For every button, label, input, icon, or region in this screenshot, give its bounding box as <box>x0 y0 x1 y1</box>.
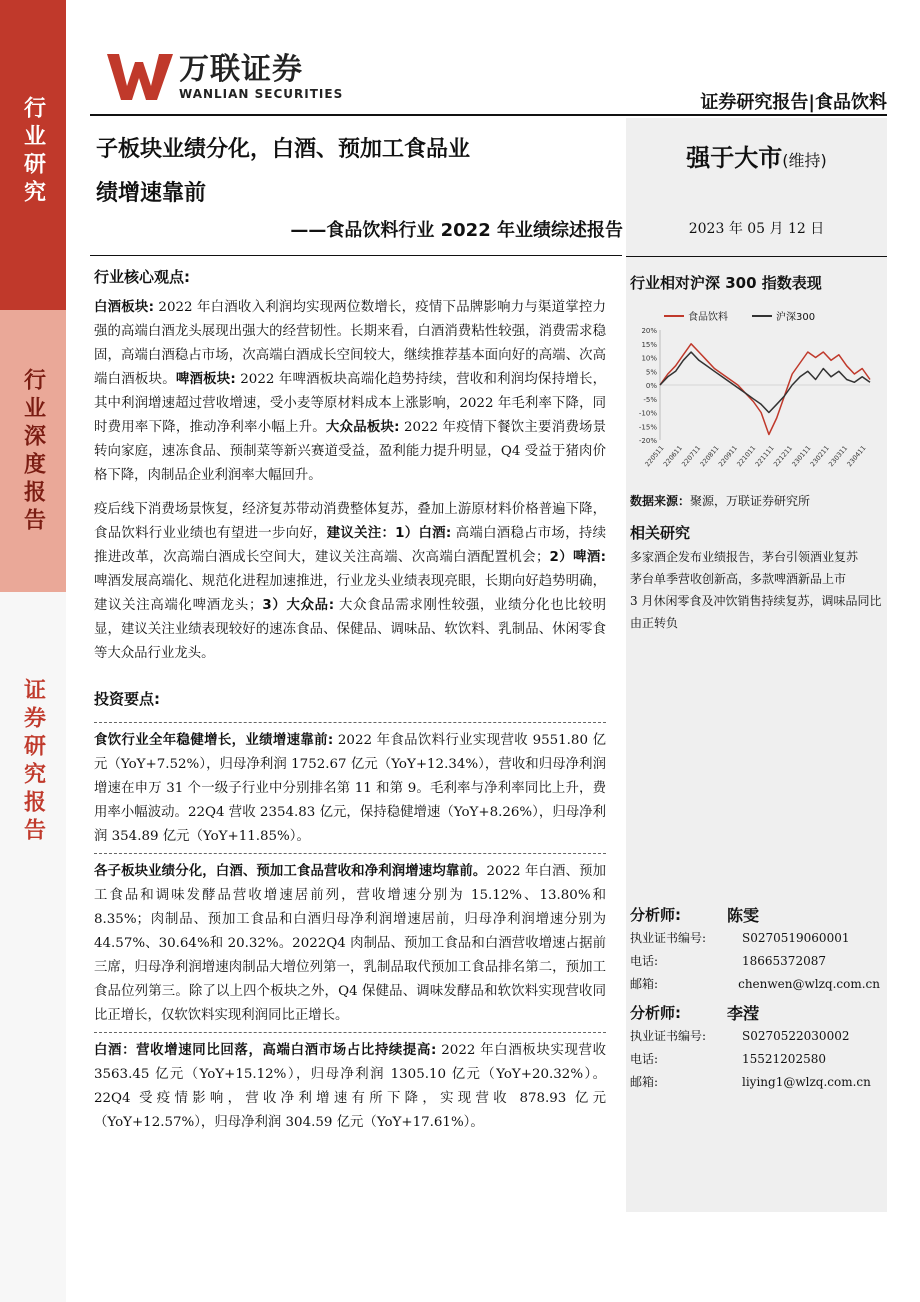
wanlian-logo-icon <box>107 52 173 102</box>
related-research-item[interactable]: 茅台单季营收创新高，多款啤酒新品上市 <box>630 572 847 586</box>
phone-number: 18665372087 <box>742 953 826 968</box>
suggestion-mass-text: 大众食品需求刚性较强，业绩分化也比较明显，建议关注业绩表现较好的速冻食品、保健品、调味品、软饮料、乳制品、休闲零食等大众品行业龙头。 <box>94 598 606 661</box>
y-tick-label: 15% <box>641 340 657 349</box>
section-divider <box>94 1032 606 1033</box>
invest-point-3-label: 白酒：营收增速同比回落，高端白酒市场占比持续提高: <box>94 1043 437 1058</box>
report-title-line: 绩增速靠前 <box>96 181 207 206</box>
x-tick-label: 230111 <box>790 444 813 469</box>
related-research-item[interactable]: 3 月休闲零食及冲饮销售持续复苏，调味品同比由正转负 <box>630 594 882 630</box>
suggestion-mass-label: 3）大众品: <box>262 598 335 613</box>
report-date: 2023 年 05 月 12 日 <box>688 221 825 237</box>
x-tick-label: 220611 <box>661 444 684 469</box>
x-tick-label: 230211 <box>808 444 831 469</box>
report-subtitle: ——食品饮料行业 2022 年业绩综述报告 <box>290 220 623 241</box>
suggestion-beer-label: 2）啤酒: <box>549 550 606 565</box>
invest-point-1-label: 食饮行业全年稳健增长，业绩增速靠前: <box>94 733 334 748</box>
sidebar-label: 行业研究 <box>20 96 46 208</box>
rating-block <box>626 138 887 173</box>
logo-chinese-name: 万联证券 <box>179 52 303 87</box>
invest-point-3-text: 2022 年白酒板块实现营收 3563.45 亿元（YoY+15.12%），归母净利润 1305.10 亿元（YoY+20.32%）。22Q4 受疫情影响，营收净利增速有所下降，实现营收 878.93 亿元（YoY+12.57%），归母净利润 304.59 亿元（YoY+17.61%）。 <box>94 1043 606 1130</box>
phone-number: 15521202580 <box>742 1051 826 1066</box>
license-label: 执业证书编号: <box>630 931 707 945</box>
company-logo <box>107 52 343 102</box>
investment-points-heading: 投资要点: <box>94 690 160 708</box>
invest-paragraph-3 <box>94 1039 606 1135</box>
y-tick-label: -10% <box>638 409 657 418</box>
liquor-label: 白酒板块: <box>94 300 154 315</box>
rating-value: 强于大市 <box>686 144 783 172</box>
phone-label: 电话: <box>630 954 659 968</box>
sidebar-label: 行业深度报告 <box>20 368 46 536</box>
report-category-tag: 证券研究报告|食品饮料 <box>700 92 887 113</box>
main-content <box>94 262 606 1135</box>
series-line <box>660 352 870 413</box>
analyst-name: 陈雯 <box>727 905 760 925</box>
x-tick-label: 221011 <box>735 444 758 469</box>
x-tick-label: 220511 <box>643 444 666 469</box>
header-divider <box>90 114 887 116</box>
title-divider <box>90 255 622 256</box>
right-info-panel <box>626 118 887 1212</box>
mass-goods-label: 大众品板块: <box>325 420 400 435</box>
chart-title: 行业相对沪深 300 指数表现 <box>630 274 822 292</box>
report-title <box>96 128 606 216</box>
report-title-line: 子板块业绩分化，白酒、预加工食品业 <box>96 137 471 162</box>
email-label: 邮箱: <box>630 1075 659 1089</box>
core-views-heading: 行业核心观点: <box>94 268 190 286</box>
email-label: 邮箱: <box>630 977 659 991</box>
beer-label: 啤酒板块: <box>175 372 236 387</box>
analyst-role: 分析师: <box>630 1003 681 1022</box>
sidebar-segment-deep-report <box>0 310 66 592</box>
invest-paragraph-1 <box>94 729 606 849</box>
invest-point-2-label: 各子板块业绩分化，白酒、预加工食品营收和净利润增速均靠前。 <box>94 864 487 879</box>
y-tick-label: -15% <box>638 423 657 432</box>
relative-performance-chart <box>630 306 882 486</box>
section-divider <box>94 853 606 854</box>
x-tick-label: 220711 <box>680 444 703 469</box>
chart-source-text: 聚源，万联证券研究所 <box>690 494 811 508</box>
rating-status: (维持) <box>782 151 827 170</box>
phone-label: 电话: <box>630 1052 659 1066</box>
chart-source-label: 数据来源： <box>630 494 691 508</box>
y-tick-label: 20% <box>641 327 657 335</box>
analyst-name: 李滢 <box>727 1003 760 1023</box>
y-tick-label: 10% <box>641 354 657 363</box>
x-tick-label: 230311 <box>827 444 850 469</box>
x-tick-label: 220911 <box>716 444 739 469</box>
analyst-card <box>630 1000 880 1093</box>
invest-paragraph-2 <box>94 860 606 1028</box>
email-link[interactable]: chenwen@wlzq.com.cn <box>738 976 880 991</box>
outlook-text: 疫后线下消费场景恢复，经济复苏带动消费整体复苏，叠加上游原材料价格普遍下降，食品饮料行业业绩也有望进一步向好， <box>94 502 606 541</box>
legend-label: 沪深300 <box>776 312 816 323</box>
x-tick-label: 221111 <box>753 444 776 469</box>
x-tick-label: 220811 <box>698 444 721 469</box>
mass-goods-text: 2022 年疫情下餐饮主要消费场景转向家庭，速冻食品、预制菜等新兴赛道受益，盈利能力提升明显，Q4 受益于猪肉价格下降，肉制品企业利润率大幅回升。 <box>94 420 607 483</box>
core-paragraph-2 <box>94 498 606 666</box>
invest-point-1-text: 2022 年食品饮料行业实现营收 9551.80 亿元（YoY+7.52%），归母净利润 1752.67 亿元（YoY+12.34%），营收和归母净利润增速在申万 31 个一级子行业中分别排名第 11 和第 9。毛利率与净利率同比上升，费用率小幅波动。22Q4 营收 2354.83 亿元，保持稳健增速（YoY+8.26%），归母净利润 354.89 亿元（YoY+11.85%）。 <box>94 733 606 844</box>
email-link[interactable]: liying1@wlzq.com.cn <box>742 1074 871 1089</box>
analyst-card <box>630 902 880 995</box>
y-tick-label: 0% <box>645 382 657 390</box>
panel-divider <box>626 256 887 257</box>
suggestion-beer-text: 啤酒发展高端化、规范化进程加速推进，行业龙头业绩表现亮眼，长期向好趋势明确，建议关注高端化啤酒龙头； <box>94 574 606 613</box>
section-divider <box>94 722 606 723</box>
logo-english-name: WANLIAN SECURITIES <box>179 87 344 101</box>
analyst-role: 分析师: <box>630 905 681 924</box>
y-tick-label: -20% <box>638 437 657 445</box>
chart-source <box>630 492 810 509</box>
x-tick-label: 230411 <box>845 444 868 469</box>
sidebar-segment-securities-report <box>0 592 66 1302</box>
core-paragraph-1 <box>94 296 606 488</box>
sidebar-label: 证券研究报告 <box>20 678 46 846</box>
suggestion-label: 建议关注：1）白酒: <box>326 526 452 541</box>
y-tick-label: -5% <box>643 395 657 404</box>
related-research-title: 相关研究 <box>630 524 691 542</box>
series-line <box>660 344 870 435</box>
license-number: S0270522030002 <box>742 1028 850 1043</box>
related-research-list <box>630 546 886 634</box>
y-tick-label: 5% <box>645 368 657 377</box>
invest-point-2-text: 2022 年白酒、预加工食品和调味发酵品营收增速居前列，营收增速分别为 15.12%、13.80%和 8.35%；肉制品、预加工食品和白酒归母净利润增速居前，归母净利润增速分别为 44.57%、30.64%和 20.32%。2022Q4 肉制品、预加工食品和白酒营收增速占据前三席，归母净利润增速肉制品大增位列第一，乳制品取代预加工食品排名第二，预加工食品位列第三。除了以上四个板块之外，Q4 保健品、调味发酵品和软饮料实现营收同比正增长，仅软饮料实现利润同比正增长。 <box>94 864 607 1023</box>
suggestion-liquor-text: 高端白酒稳占市场，持续推进改革，次高端白酒成长空间大，建议关注高端、次高端白酒配置机会； <box>94 526 607 565</box>
left-sidebar <box>0 0 66 1302</box>
beer-text: 2022 年啤酒板块高端化趋势持续，营收和利润均保持增长，其中利润增速超过营收增速，受小麦等原材料成本上涨影响，2022 年毛利率下降，同时费用率下降，推动净利率小幅上升。 <box>94 372 607 435</box>
license-number: S0270519060001 <box>742 930 850 945</box>
license-label: 执业证书编号: <box>630 1029 707 1043</box>
liquor-text: 2022 年白酒收入利润均实现两位数增长，疫情下品牌影响力与渠道掌控力强的高端白酒龙头展现出强大的经营韧性。长期来看，白酒消费粘性较强，消费需求稳固，高端白酒稳占市场，次高端白酒成长空间较大，继续推荐基本面向好的高端、次高端白酒板块。 <box>94 300 606 387</box>
x-tick-label: 221211 <box>771 444 795 469</box>
legend-label: 食品饮料 <box>688 312 728 323</box>
sidebar-segment-industry-research <box>0 0 66 310</box>
related-research-item[interactable]: 多家酒企发布业绩报告，茅台引领酒业复苏 <box>630 550 859 564</box>
